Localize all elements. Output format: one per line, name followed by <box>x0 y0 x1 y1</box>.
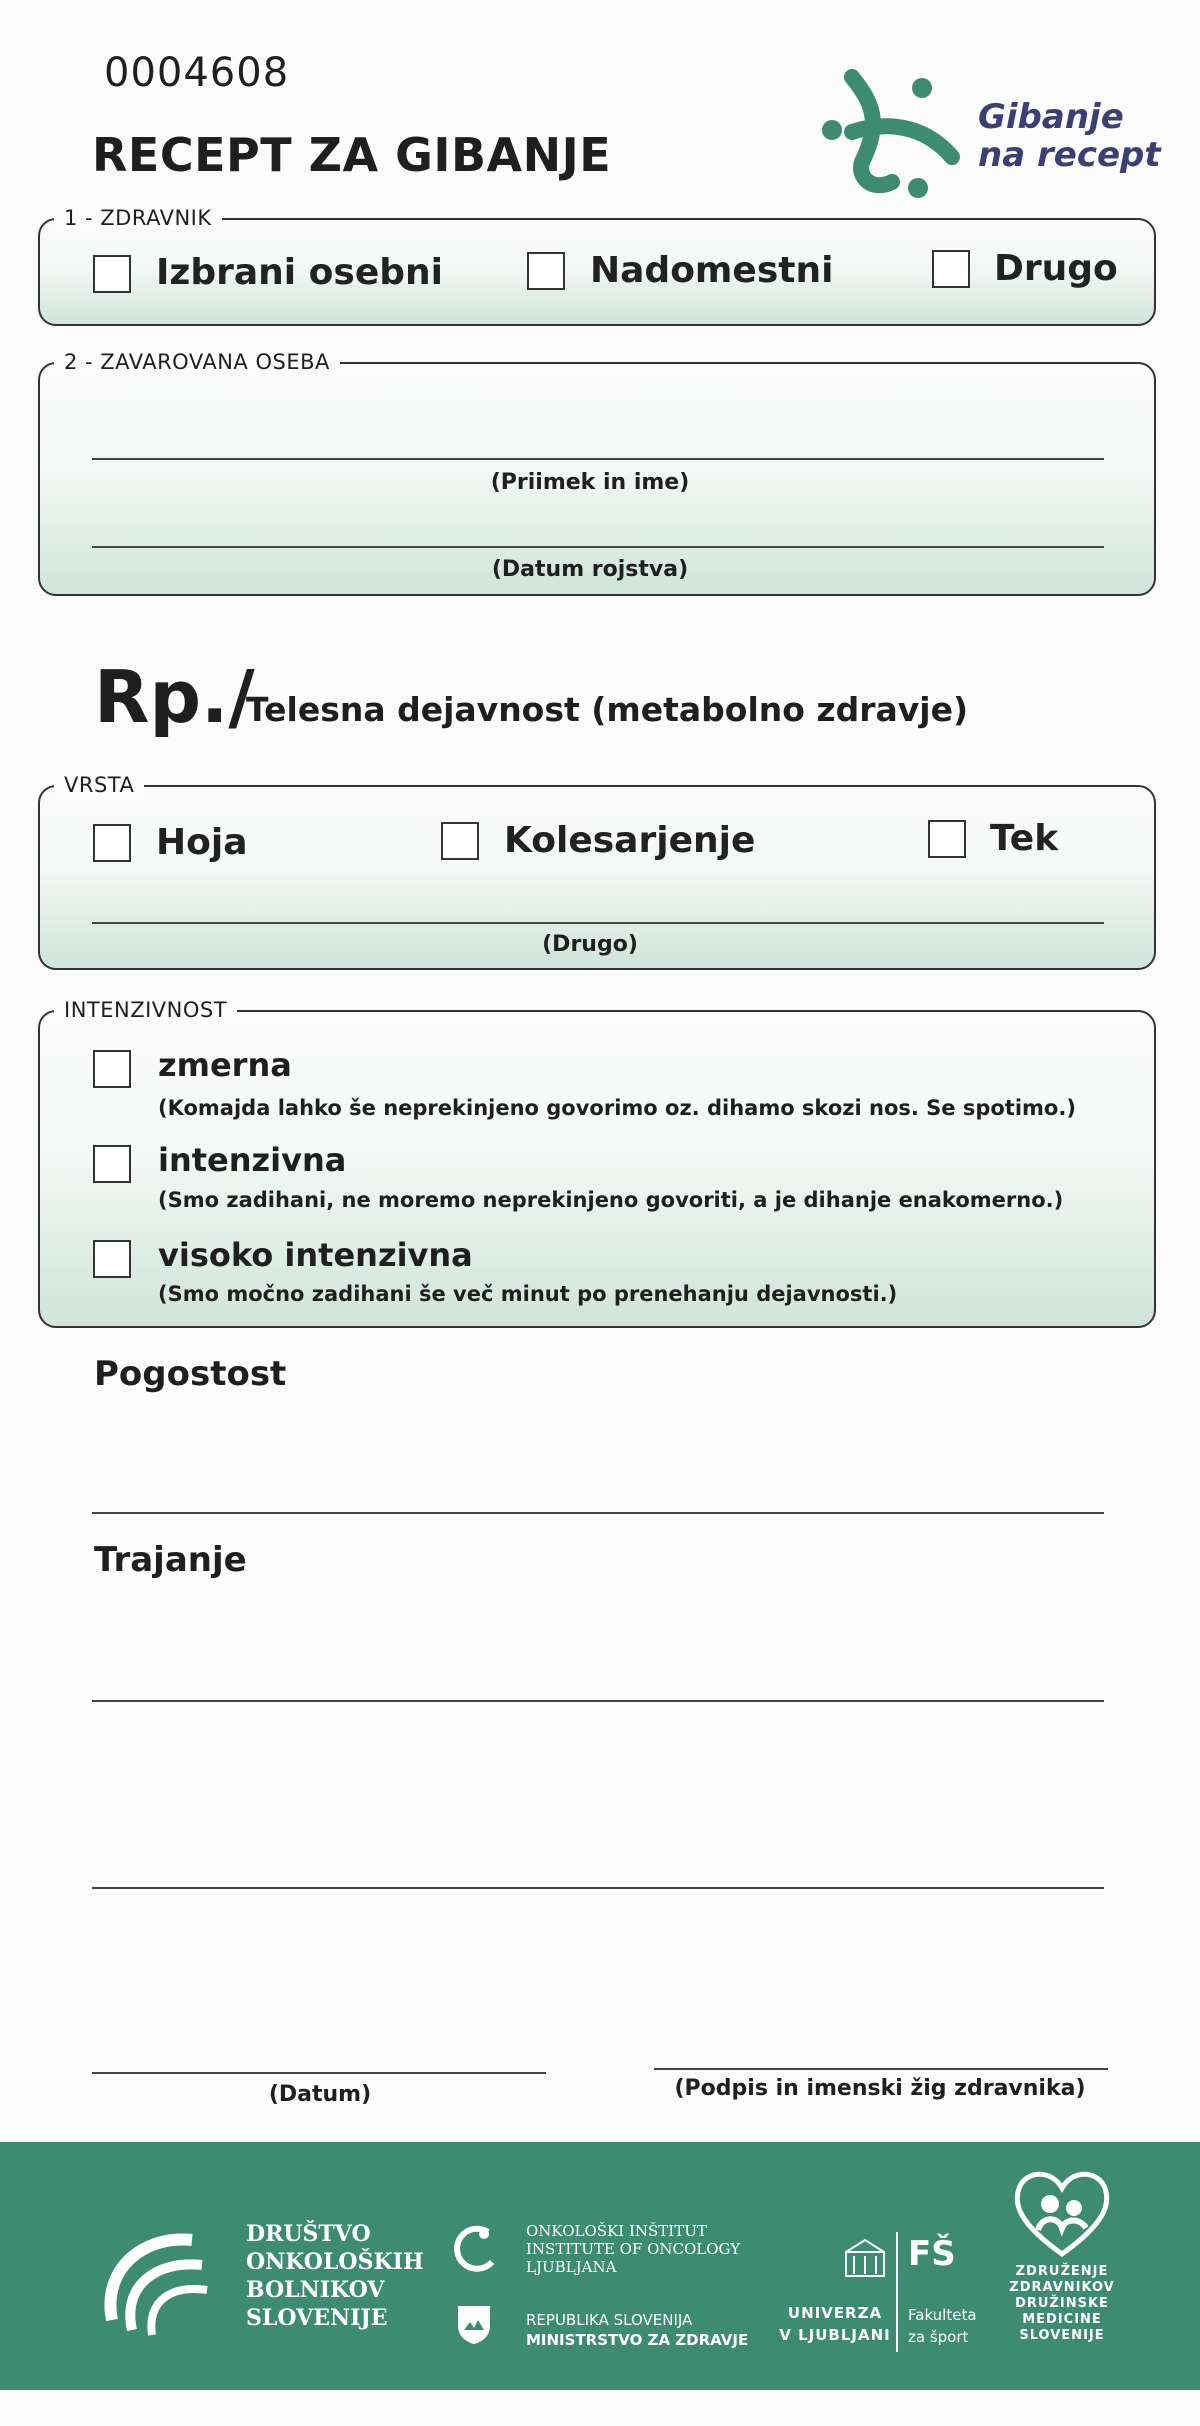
option-hoja: Hoja <box>156 822 248 863</box>
checkbox-hoja[interactable] <box>93 824 131 862</box>
option-kolesarjenje: Kolesarjenje <box>504 820 756 861</box>
serial-number: 0004608 <box>104 50 290 96</box>
rp-symbol: Rp./ <box>94 655 255 739</box>
rp-text: Telesna dejavnost (metabolno zdravje) <box>246 690 969 729</box>
univerza-line-2: V LJUBLJANI <box>779 2326 891 2344</box>
trajanje-line-1[interactable] <box>92 1700 1104 1702</box>
name-line[interactable] <box>92 458 1104 460</box>
intensity-desc-visoko-intenzivna: (Smo močno zadihani še več minut po prenehanju dejavnosti.) <box>158 1282 898 1306</box>
onko-line-3: LJUBLJANA <box>526 2258 617 2276</box>
checkbox-intenzivna[interactable] <box>93 1145 131 1183</box>
fs-text <box>908 2304 977 2348</box>
option-drugo: Drugo <box>994 248 1118 289</box>
intensity-title-intenzivna: intenzivna <box>158 1141 347 1179</box>
ministrstvo-text <box>526 2310 748 2350</box>
zdruzenje-line-1: ZDRUŽENJE <box>1015 2264 1109 2279</box>
oseba-legend: 2 - ZAVAROVANA OSEBA <box>54 350 340 374</box>
option-tek: Tek <box>990 818 1059 859</box>
trajanje-line-2[interactable] <box>92 1887 1104 1889</box>
zdruzenje-text <box>1006 2264 1118 2344</box>
gibanje-logo-icon <box>812 62 962 212</box>
sponsor-footer <box>0 2142 1200 2390</box>
trajanje-label: Trajanje <box>94 1540 247 1580</box>
checkbox-izbrani-osebni[interactable] <box>93 255 131 293</box>
checkbox-kolesarjenje[interactable] <box>441 822 479 860</box>
option-izbrani-osebni: Izbrani osebni <box>156 252 443 293</box>
zdruzenje-heart-icon <box>1010 2164 1114 2260</box>
intensity-desc-zmerna: (Komajda lahko še neprekinjeno govorimo oz. dihamo skozi nos. Se spotimo.) <box>158 1096 1076 1120</box>
fs-line-2: za šport <box>908 2328 969 2346</box>
drustvo-line-4: SLOVENIJE <box>246 2305 388 2331</box>
checkbox-zmerna[interactable] <box>93 1050 131 1088</box>
drustvo-text <box>246 2220 424 2332</box>
onko-line-2: INSTITUTE OF ONCOLOGY <box>526 2240 741 2258</box>
fs-line-1: Fakulteta <box>908 2306 977 2324</box>
onko-text <box>526 2222 740 2276</box>
drugo-line[interactable] <box>92 922 1104 924</box>
univerza-text <box>778 2302 892 2346</box>
zdravnik-legend: 1 - ZDRAVNIK <box>54 206 222 230</box>
signature-line[interactable] <box>654 2068 1108 2070</box>
zdruzenje-line-5: SLOVENIJE <box>1019 2328 1105 2343</box>
zdruzenje-line-2: ZDRAVNIKOV <box>1009 2280 1115 2295</box>
logo-line-2: na recept <box>978 135 1161 175</box>
dob-caption: (Datum rojstva) <box>491 557 689 582</box>
zdruzenje-line-3: DRUŽINSKE <box>1015 2296 1109 2311</box>
drustvo-logo-icon <box>92 2220 222 2350</box>
coat-of-arms-icon <box>454 2302 494 2346</box>
option-nadomestni: Nadomestni <box>590 250 834 291</box>
checkbox-tek[interactable] <box>928 820 966 858</box>
intensity-title-zmerna: zmerna <box>158 1046 292 1084</box>
fs-abbr: FŠ <box>908 2234 956 2274</box>
checkbox-visoko-intenzivna[interactable] <box>93 1240 131 1278</box>
drustvo-line-3: BOLNIKOV <box>246 2277 385 2303</box>
gibanje-logo-text <box>978 98 1161 174</box>
drustvo-line-1: DRUŠTVO <box>246 2221 371 2247</box>
name-caption: (Priimek in ime) <box>490 470 690 495</box>
date-caption: (Datum) <box>268 2082 372 2107</box>
intensity-desc-intenzivna: (Smo zadihani, ne moremo neprekinjeno govoriti, a je dihanje enakomerno.) <box>158 1188 1064 1212</box>
intensity-title-visoko-intenzivna: visoko intenzivna <box>158 1236 473 1274</box>
ministrstvo-line-1: REPUBLIKA SLOVENIJA <box>526 2311 693 2329</box>
univerza-divider <box>896 2232 898 2352</box>
pogostost-label: Pogostost <box>94 1354 287 1394</box>
ministrstvo-line-2: MINISTRSTVO ZA ZDRAVJE <box>526 2331 749 2349</box>
checkbox-nadomestni[interactable] <box>527 252 565 290</box>
zdruzenje-line-4: MEDICINE <box>1022 2312 1102 2327</box>
drugo-caption: (Drugo) <box>542 932 638 957</box>
onko-line-1: ONKOLOŠKI INŠTITUT <box>526 2222 707 2240</box>
signature-caption: (Podpis in imenski žig zdravnika) <box>674 2076 1086 2101</box>
checkbox-drugo[interactable] <box>932 250 970 288</box>
intenzivnost-legend: INTENZIVNOST <box>54 998 237 1022</box>
pogostost-line[interactable] <box>92 1512 1104 1514</box>
drustvo-line-2: ONKOLOŠKIH <box>246 2249 424 2275</box>
date-line[interactable] <box>92 2072 546 2074</box>
dob-line[interactable] <box>92 546 1104 548</box>
form-title: RECEPT ZA GIBANJE <box>92 128 612 182</box>
onko-logo-icon <box>448 2222 504 2278</box>
univerza-line-1: UNIVERZA <box>787 2304 883 2322</box>
univerza-building-icon <box>842 2236 888 2280</box>
logo-line-1: Gibanje <box>978 97 1124 137</box>
vrsta-legend: VRSTA <box>54 773 144 797</box>
